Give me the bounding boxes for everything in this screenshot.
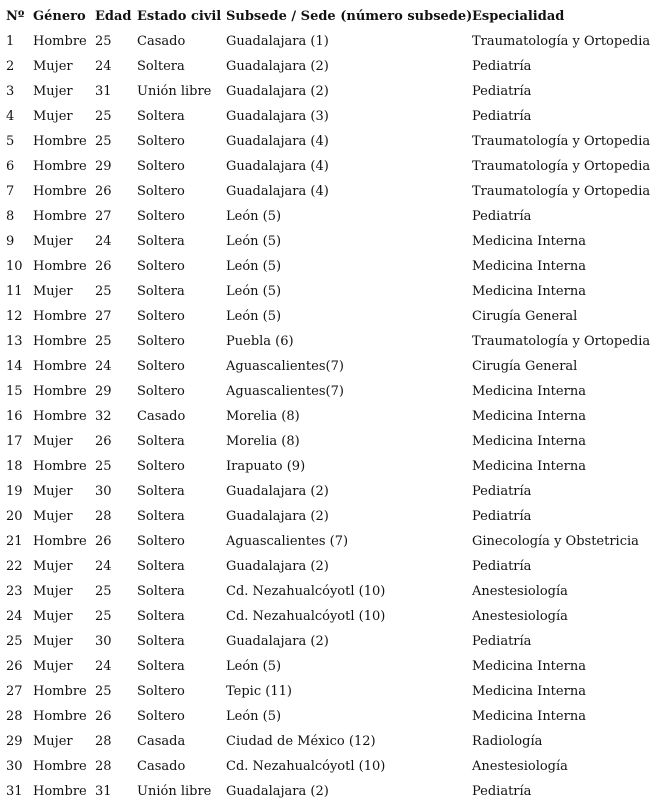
cell-age: 26 (95, 184, 112, 199)
cell-specialty: Pediatría (472, 784, 532, 799)
cell-specialty: Traumatología y Ortopedia (472, 159, 651, 174)
table-row (6, 204, 658, 229)
cell-specialty: Pediatría (472, 84, 532, 99)
cell-specialty: Medicina Interna (472, 259, 586, 274)
cell-marital-status: Soltera (137, 609, 185, 624)
cell-gender: Hombre (33, 159, 87, 174)
cell-marital-status: Soltera (137, 584, 185, 599)
cell-age: 25 (95, 334, 112, 349)
table-row (6, 354, 658, 379)
cell-gender: Mujer (33, 434, 73, 449)
cell-number: 28 (6, 709, 23, 724)
cell-gender: Hombre (33, 209, 87, 224)
table-row (6, 754, 658, 779)
cell-gender: Hombre (33, 759, 87, 774)
cell-gender: Mujer (33, 484, 73, 499)
cell-marital-status: Soltera (137, 434, 185, 449)
cell-age: 30 (95, 484, 112, 499)
table-row (6, 779, 658, 804)
cell-age: 25 (95, 459, 112, 474)
cell-number: 8 (6, 209, 15, 224)
cell-age: 30 (95, 634, 112, 649)
table-row (6, 704, 658, 729)
table-row (6, 29, 658, 54)
cell-age: 25 (95, 584, 112, 599)
cell-subsite: León (5) (226, 209, 282, 224)
table-row (6, 604, 658, 629)
cell-number: 2 (6, 59, 15, 74)
cell-specialty: Pediatría (472, 59, 532, 74)
cell-age: 24 (95, 59, 112, 74)
cell-age: 25 (95, 134, 112, 149)
cell-subsite: Ciudad de México (12) (226, 734, 376, 749)
table-row (6, 179, 658, 204)
cell-marital-status: Soltero (137, 184, 185, 199)
cell-number: 13 (6, 334, 23, 349)
cell-number: 31 (6, 784, 23, 799)
cell-subsite: León (5) (226, 234, 282, 249)
cell-gender: Hombre (33, 384, 87, 399)
cell-number: 19 (6, 484, 23, 499)
cell-specialty: Anestesiología (472, 609, 568, 624)
cell-marital-status: Soltera (137, 634, 185, 649)
cell-marital-status: Soltero (137, 259, 185, 274)
cell-subsite: Aguascalientes(7) (226, 359, 344, 374)
cell-subsite: Guadalajara (2) (226, 784, 329, 799)
cell-gender: Hombre (33, 684, 87, 699)
cell-specialty: Pediatría (472, 559, 532, 574)
cell-age: 26 (95, 709, 112, 724)
cell-specialty: Medicina Interna (472, 409, 586, 424)
cell-gender: Mujer (33, 584, 73, 599)
cell-gender: Hombre (33, 359, 87, 374)
table-body (6, 29, 658, 804)
cell-marital-status: Soltera (137, 109, 185, 124)
cell-number: 22 (6, 559, 23, 574)
cell-gender: Hombre (33, 134, 87, 149)
table-row (6, 329, 658, 354)
cell-age: 25 (95, 34, 112, 49)
cell-subsite: Guadalajara (2) (226, 559, 329, 574)
cell-marital-status: Casado (137, 409, 186, 424)
cell-age: 29 (95, 384, 112, 399)
cell-gender: Hombre (33, 334, 87, 349)
cell-age: 25 (95, 284, 112, 299)
cell-age: 24 (95, 559, 112, 574)
table-row (6, 554, 658, 579)
cell-marital-status: Soltero (137, 384, 185, 399)
header-marital-status: Estado civil (137, 9, 222, 24)
cell-marital-status: Soltero (137, 459, 185, 474)
cell-marital-status: Soltera (137, 59, 185, 74)
cell-number: 29 (6, 734, 23, 749)
cell-gender: Mujer (33, 509, 73, 524)
cell-specialty: Traumatología y Ortopedia (472, 334, 651, 349)
cell-number: 1 (6, 34, 15, 49)
cell-subsite: Guadalajara (3) (226, 109, 329, 124)
cell-subsite: Cd. Nezahualcóyotl (10) (226, 759, 386, 774)
participants-table (6, 5, 658, 804)
cell-specialty: Traumatología y Ortopedia (472, 34, 651, 49)
cell-specialty: Medicina Interna (472, 384, 586, 399)
cell-gender: Mujer (33, 559, 73, 574)
cell-gender: Hombre (33, 34, 87, 49)
header-specialty: Especialidad (472, 9, 565, 24)
table-row (6, 679, 658, 704)
cell-number: 7 (6, 184, 15, 199)
cell-marital-status: Soltera (137, 509, 185, 524)
cell-gender: Mujer (33, 609, 73, 624)
cell-marital-status: Unión libre (137, 784, 212, 799)
cell-subsite: Guadalajara (4) (226, 184, 329, 199)
cell-specialty: Traumatología y Ortopedia (472, 184, 651, 199)
table-row (6, 654, 658, 679)
table-row (6, 129, 658, 154)
table-row (6, 404, 658, 429)
cell-marital-status: Soltero (137, 359, 185, 374)
cell-subsite: Cd. Nezahualcóyotl (10) (226, 609, 386, 624)
cell-subsite: Morelia (8) (226, 409, 300, 424)
cell-marital-status: Unión libre (137, 84, 212, 99)
cell-gender: Mujer (33, 59, 73, 74)
table-row (6, 79, 658, 104)
cell-age: 26 (95, 434, 112, 449)
cell-age: 25 (95, 609, 112, 624)
cell-gender: Hombre (33, 784, 87, 799)
cell-specialty: Pediatría (472, 634, 532, 649)
header-subsite: Subsede / Sede (número subsede) (226, 9, 473, 24)
cell-subsite: Puebla (6) (226, 334, 294, 349)
cell-specialty: Medicina Interna (472, 659, 586, 674)
cell-marital-status: Casado (137, 759, 186, 774)
cell-number: 18 (6, 459, 23, 474)
cell-number: 30 (6, 759, 23, 774)
table-row (6, 229, 658, 254)
cell-subsite: Guadalajara (2) (226, 59, 329, 74)
cell-subsite: Irapuato (9) (226, 459, 306, 474)
cell-subsite: León (5) (226, 309, 282, 324)
cell-subsite: Morelia (8) (226, 434, 300, 449)
cell-gender: Mujer (33, 634, 73, 649)
cell-number: 15 (6, 384, 23, 399)
cell-subsite: León (5) (226, 659, 282, 674)
table-row (6, 454, 658, 479)
cell-gender: Hombre (33, 709, 87, 724)
cell-number: 17 (6, 434, 23, 449)
cell-age: 28 (95, 759, 112, 774)
header-gender: Género (33, 9, 86, 24)
cell-specialty: Cirugía General (472, 359, 578, 374)
cell-gender: Mujer (33, 734, 73, 749)
cell-specialty: Cirugía General (472, 309, 578, 324)
cell-age: 26 (95, 259, 112, 274)
cell-marital-status: Soltero (137, 209, 185, 224)
cell-specialty: Traumatología y Ortopedia (472, 134, 651, 149)
cell-marital-status: Soltera (137, 659, 185, 674)
cell-number: 12 (6, 309, 23, 324)
cell-marital-status: Soltera (137, 484, 185, 499)
cell-age: 31 (95, 784, 112, 799)
cell-marital-status: Soltero (137, 134, 185, 149)
cell-number: 25 (6, 634, 23, 649)
cell-subsite: Guadalajara (2) (226, 484, 329, 499)
cell-gender: Hombre (33, 409, 87, 424)
cell-specialty: Pediatría (472, 109, 532, 124)
cell-subsite: Guadalajara (2) (226, 84, 329, 99)
cell-specialty: Medicina Interna (472, 434, 586, 449)
cell-age: 28 (95, 734, 112, 749)
cell-age: 27 (95, 309, 112, 324)
cell-number: 23 (6, 584, 23, 599)
cell-number: 9 (6, 234, 15, 249)
cell-specialty: Medicina Interna (472, 459, 586, 474)
cell-subsite: León (5) (226, 709, 282, 724)
cell-marital-status: Soltero (137, 684, 185, 699)
cell-marital-status: Soltero (137, 309, 185, 324)
table-row (6, 104, 658, 129)
cell-number: 27 (6, 684, 23, 699)
table-row (6, 629, 658, 654)
cell-marital-status: Soltero (137, 709, 185, 724)
cell-specialty: Pediatría (472, 209, 532, 224)
cell-marital-status: Soltero (137, 334, 185, 349)
cell-gender: Mujer (33, 234, 73, 249)
table-row (6, 579, 658, 604)
table-row (6, 54, 658, 79)
cell-subsite: Guadalajara (1) (226, 34, 329, 49)
cell-subsite: Guadalajara (4) (226, 159, 329, 174)
header-age: Edad (95, 9, 132, 24)
cell-gender: Mujer (33, 284, 73, 299)
cell-subsite: Guadalajara (4) (226, 134, 329, 149)
cell-number: 26 (6, 659, 23, 674)
cell-gender: Mujer (33, 659, 73, 674)
cell-specialty: Medicina Interna (472, 709, 586, 724)
table-row (6, 304, 658, 329)
cell-number: 6 (6, 159, 15, 174)
cell-specialty: Medicina Interna (472, 234, 586, 249)
cell-number: 24 (6, 609, 23, 624)
table-row (6, 254, 658, 279)
cell-number: 14 (6, 359, 23, 374)
cell-subsite: Aguascalientes(7) (226, 384, 344, 399)
cell-subsite: Guadalajara (2) (226, 634, 329, 649)
cell-number: 20 (6, 509, 23, 524)
cell-specialty: Pediatría (472, 484, 532, 499)
cell-number: 10 (6, 259, 23, 274)
cell-marital-status: Casada (137, 734, 186, 749)
cell-marital-status: Soltera (137, 234, 185, 249)
cell-subsite: Aguascalientes (7) (226, 534, 349, 549)
cell-number: 5 (6, 134, 15, 149)
header-number: Nº (6, 9, 25, 24)
table-row (6, 154, 658, 179)
cell-age: 25 (95, 684, 112, 699)
cell-age: 24 (95, 234, 112, 249)
cell-subsite: Cd. Nezahualcóyotl (10) (226, 584, 386, 599)
cell-gender: Hombre (33, 459, 87, 474)
cell-number: 3 (6, 84, 15, 99)
cell-number: 4 (6, 109, 15, 124)
cell-subsite: Guadalajara (2) (226, 509, 329, 524)
cell-number: 11 (6, 284, 23, 299)
cell-age: 24 (95, 359, 112, 374)
table-row (6, 529, 658, 554)
table-header-row (6, 5, 658, 29)
cell-gender: Hombre (33, 184, 87, 199)
cell-specialty: Pediatría (472, 509, 532, 524)
table-row (6, 429, 658, 454)
cell-gender: Hombre (33, 534, 87, 549)
cell-marital-status: Casado (137, 34, 186, 49)
cell-specialty: Anestesiología (472, 584, 568, 599)
cell-age: 28 (95, 509, 112, 524)
cell-number: 21 (6, 534, 23, 549)
cell-gender: Mujer (33, 109, 73, 124)
cell-age: 27 (95, 209, 112, 224)
cell-age: 26 (95, 534, 112, 549)
table-row (6, 504, 658, 529)
cell-marital-status: Soltera (137, 284, 185, 299)
cell-subsite: León (5) (226, 284, 282, 299)
cell-subsite: Tepic (11) (226, 684, 292, 699)
cell-gender: Hombre (33, 309, 87, 324)
cell-specialty: Medicina Interna (472, 684, 586, 699)
table-row (6, 729, 658, 754)
cell-number: 16 (6, 409, 23, 424)
cell-gender: Hombre (33, 259, 87, 274)
cell-marital-status: Soltero (137, 159, 185, 174)
cell-specialty: Medicina Interna (472, 284, 586, 299)
cell-age: 31 (95, 84, 112, 99)
table-row (6, 279, 658, 304)
cell-gender: Mujer (33, 84, 73, 99)
cell-age: 25 (95, 109, 112, 124)
cell-age: 24 (95, 659, 112, 674)
cell-specialty: Radiología (472, 734, 543, 749)
table-row (6, 379, 658, 404)
cell-marital-status: Soltera (137, 559, 185, 574)
cell-age: 29 (95, 159, 112, 174)
cell-specialty: Ginecología y Obstetricia (472, 534, 639, 549)
cell-age: 32 (95, 409, 112, 424)
cell-specialty: Anestesiología (472, 759, 568, 774)
cell-marital-status: Soltero (137, 534, 185, 549)
table-row (6, 479, 658, 504)
cell-subsite: León (5) (226, 259, 282, 274)
